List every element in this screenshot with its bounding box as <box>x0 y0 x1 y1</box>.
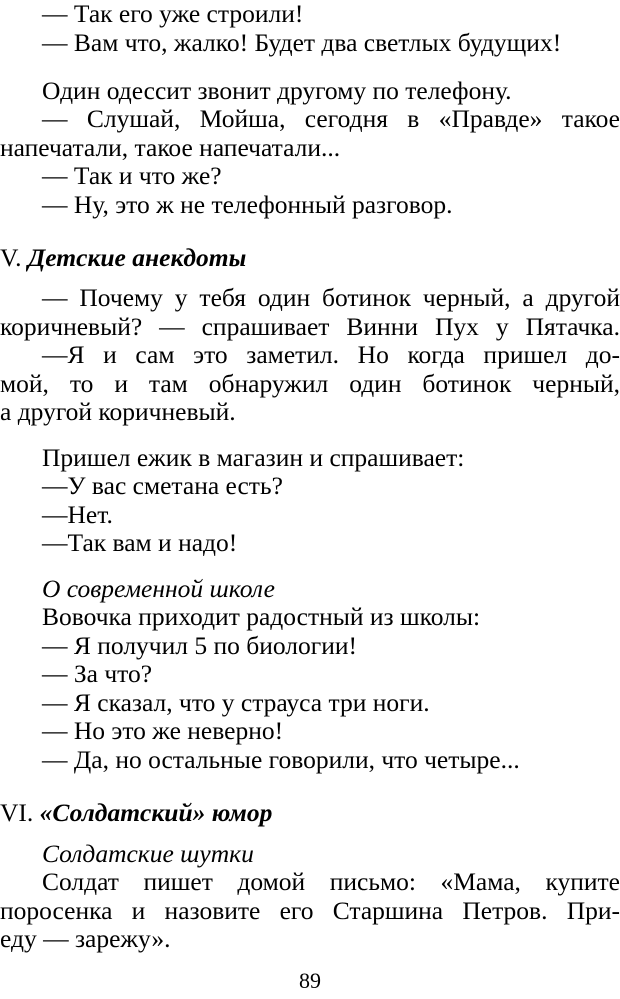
subsection-title: О современной школе <box>42 574 275 603</box>
text-line: — Вам что, жалко! Будет два светлых будущих! <box>42 28 562 57</box>
text-line: —У вас сметана есть? <box>42 471 283 500</box>
text-line: —Нет. <box>42 500 113 529</box>
text-line: Пришел ежик в магазин и спрашивает: <box>42 443 465 472</box>
text-line: поросенка и назовите его Старшина Петров. При- <box>0 896 620 925</box>
text-line: а другой коричневый. <box>0 397 236 426</box>
text-line: —Так вам и надо! <box>42 528 238 557</box>
page-number: 89 <box>299 968 321 993</box>
text-line: — Но это же неверно! <box>42 716 284 745</box>
text-line: — Так его уже строили! <box>42 0 304 28</box>
text-line: — Да, но остальные говорили, что четыре... <box>42 745 520 774</box>
section-number: VI. <box>0 798 34 827</box>
text-line: — Так и что же? <box>42 161 222 190</box>
section-title: «Солдатский» юмор <box>39 798 273 827</box>
text-line: — Я сказал, что у страуса три ноги. <box>42 688 430 717</box>
text-line: Солдат пишет домой письмо: «Мама, купите <box>42 867 620 896</box>
text-line: — Ну, это ж не телефонный разговор. <box>42 190 453 219</box>
subsection-title: Солдатские шутки <box>42 839 254 868</box>
text-line: еду — зарежу». <box>0 924 171 953</box>
text-line: — Я получил 5 по биологии! <box>42 631 358 660</box>
text-line: Один одессит звонит другому по телефону. <box>42 76 512 105</box>
text-line: напечатали, такое напечатали... <box>0 133 341 162</box>
text-line: — Почему у тебя один ботинок черный, а другой <box>42 283 620 312</box>
section-title: Детские анекдоты <box>27 243 247 272</box>
text-line: — Слушай, Мойша, сегодня в «Правде» такое <box>42 104 620 133</box>
text-line: коричневый? — спрашивает Винни Пух у Пятачка. <box>0 312 620 341</box>
section-heading <box>0 798 620 828</box>
text-line: — За что? <box>42 659 153 688</box>
section-number: V. <box>0 243 22 272</box>
text-line: мой, то и там обнаружил один ботинок черный, <box>0 369 620 398</box>
section-heading <box>0 243 620 273</box>
text-line: Вовочка приходит радостный из школы: <box>42 602 481 631</box>
text-line: —Я и сам это заметил. Но когда пришел до- <box>42 340 620 369</box>
